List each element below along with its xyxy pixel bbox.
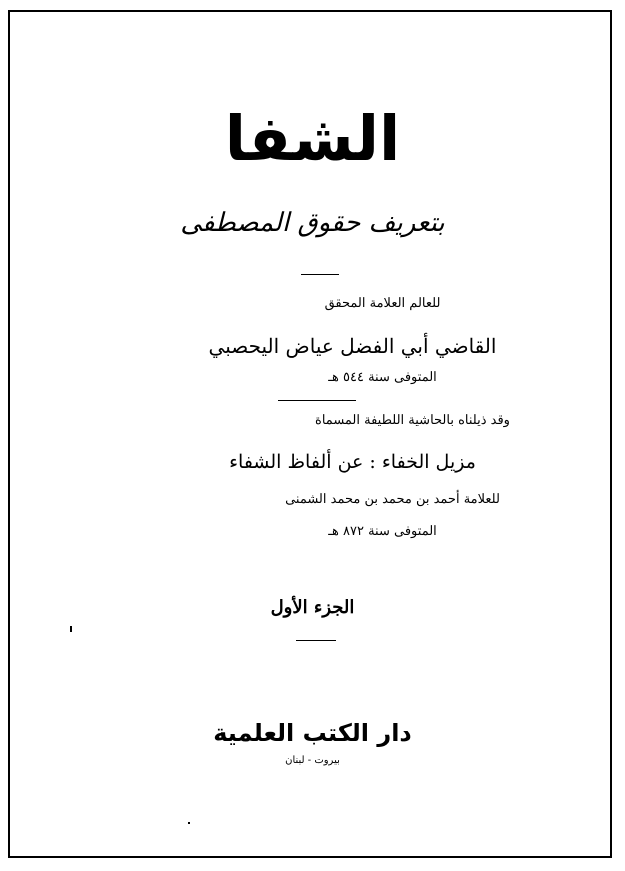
author-death-date: المتوفى سنة ٥٤٤ هـ: [328, 370, 437, 385]
volume-label: الجزء الأول: [270, 597, 355, 618]
scan-speck: [188, 822, 190, 824]
publisher-logo: دار الكتب العلمية: [213, 719, 412, 747]
divider: [301, 274, 339, 275]
commentator-death-date: المتوفى سنة ٨٧٢ هـ: [328, 524, 437, 539]
publisher-city: بيروت - لبنان: [285, 755, 340, 766]
scan-speck: [70, 626, 72, 632]
commentary-intro: وقد ذيلناه بالحاشية اللطيفة المسماة: [315, 413, 510, 428]
divider: [278, 400, 356, 401]
author-intro: للعالم العلامة المحقق: [324, 296, 441, 311]
commentator-name: للعلامة أحمد بن محمد بن محمد الشمنى: [285, 492, 500, 507]
divider: [296, 640, 336, 641]
book-title: الشفا: [224, 102, 401, 175]
author-name: القاضي أبي الفضل عياض اليحصبي: [208, 334, 497, 358]
commentary-title: مزيل الخفاء : عن ألفاظ الشفاء: [229, 451, 476, 473]
book-subtitle: بتعريف حقوق المصطفى: [180, 208, 445, 238]
